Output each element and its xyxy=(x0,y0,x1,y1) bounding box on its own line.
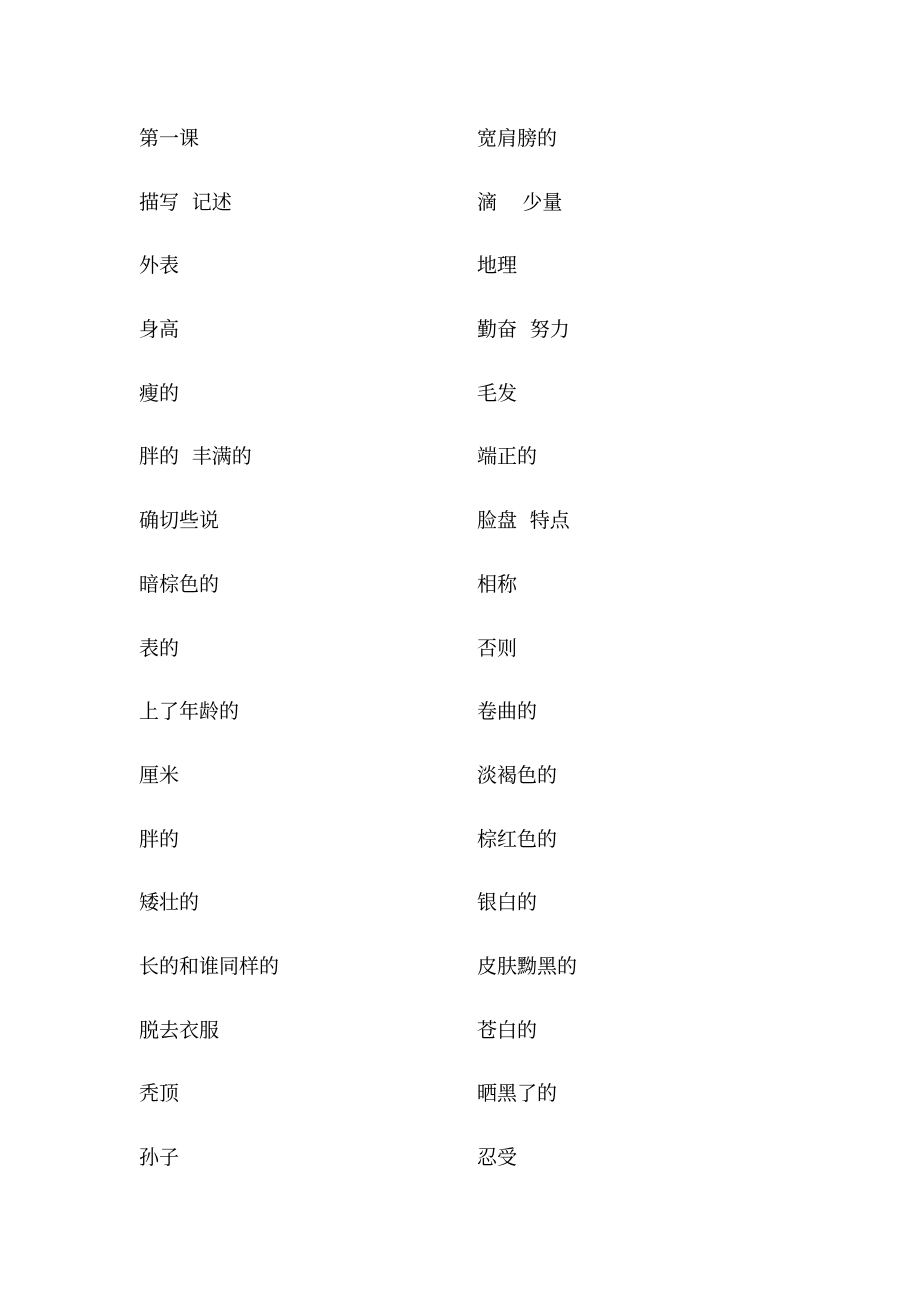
vocab-term-right: 毛发 xyxy=(477,380,517,405)
vocab-term-left: 瘦的 xyxy=(139,380,179,405)
vocab-term-right: 勤奋 努力 xyxy=(477,317,570,342)
vocab-term-left: 胖的 xyxy=(139,826,179,851)
vocab-term-right: 忍受 xyxy=(477,1145,517,1169)
vocab-term-right: 皮肤黝黑的 xyxy=(477,953,577,978)
vocab-term-right: 相称 xyxy=(477,571,517,596)
vocab-term-right: 棕红色的 xyxy=(477,826,557,851)
vocab-term-left: 确切些说 xyxy=(139,508,219,533)
vocab-term-left: 表的 xyxy=(139,635,179,660)
vocab-term-left: 脱去衣服 xyxy=(139,1017,219,1042)
vocab-term-right: 苍白的 xyxy=(477,1017,537,1042)
vocab-term-right: 银白的 xyxy=(477,890,537,915)
vocab-term-left: 外表 xyxy=(139,253,179,278)
vocab-term-left: 孙子 xyxy=(139,1145,179,1169)
vocab-term-right: 淡褐色的 xyxy=(477,762,557,787)
vocab-term-left: 身高 xyxy=(139,317,179,342)
vocab-term-left: 长的和谁同样的 xyxy=(139,953,279,978)
vocab-term-left: 厘米 xyxy=(139,762,179,787)
vocabulary-list xyxy=(139,124,839,1207)
vocab-term-right: 否则 xyxy=(477,635,517,660)
vocab-term-right: 脸盘 特点 xyxy=(477,508,570,533)
vocab-term-left: 上了年龄的 xyxy=(139,699,239,724)
vocab-term-left: 矮壮的 xyxy=(139,890,199,915)
vocab-term-right: 宽肩膀的 xyxy=(477,126,557,150)
vocab-term-left: 暗棕色的 xyxy=(139,571,219,596)
vocab-term-left: 描写 记述 xyxy=(139,189,232,214)
vocab-term-left: 秃顶 xyxy=(139,1081,179,1106)
vocab-term-right: 地理 xyxy=(477,253,517,278)
vocab-term-left: 胖的 丰满的 xyxy=(139,444,252,469)
vocab-term-right: 晒黑了的 xyxy=(477,1081,557,1106)
vocab-term-right: 卷曲的 xyxy=(477,699,537,724)
vocab-term-left: 第一课 xyxy=(139,126,199,150)
vocab-term-right: 滴 少量 xyxy=(477,189,563,214)
vocab-term-right: 端正的 xyxy=(477,444,537,469)
